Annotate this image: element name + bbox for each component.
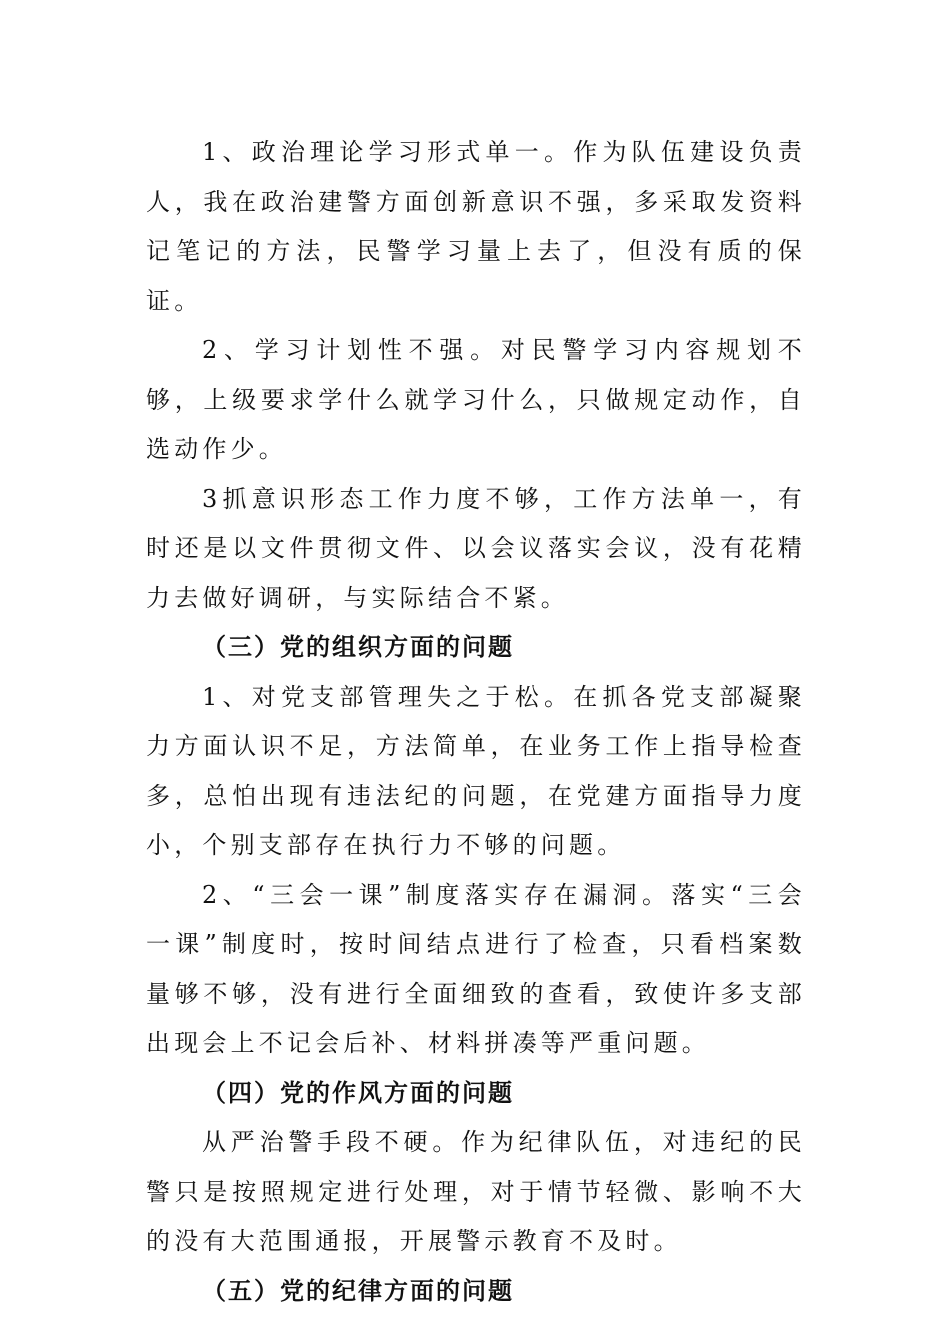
document-body — [146, 128, 806, 1316]
section-heading-discipline: （五）党的纪律方面的问题 — [202, 1276, 514, 1305]
paragraph-ideology-work: 3抓意识形态工作力度不够，工作方法单一，有时还是以文件贯彻文件、以会议落实会议，没有花精力去做好调研，与实际结合不紧。 — [146, 484, 806, 612]
paragraph-three-meetings-system: 2、“三会一课”制度落实存在漏洞。落实“三会一课”制度时，按时间结点进行了检查，只看档案数量够不够，没有进行全面细致的查看，致使许多支部出现会上不记会后补、材料拼凑等严重问题。 — [146, 880, 806, 1057]
paragraph-branch-management: 1、对党支部管理失之于松。在抓各党支部凝聚力方面认识不足，方法简单，在业务工作上指导检查多，总怕出现有违法纪的问题，在党建方面指导力度小，个别支部存在执行力不够的问题。 — [146, 682, 806, 859]
paragraph-study-planning: 2、学习计划性不强。对民警学习内容规划不够，上级要求学什么就学习什么，只做规定动作，自选动作少。 — [146, 336, 806, 463]
section-heading-work-style: （四）党的作风方面的问题 — [202, 1078, 514, 1107]
paragraph-political-study-form: 1、政治理论学习形式单一。作为队伍建设负责人，我在政治建警方面创新意识不强，多采取发资料记笔记的方法，民警学习量上去了，但没有质的保证。 — [146, 138, 806, 315]
section-heading-organization: （三）党的组织方面的问题 — [202, 633, 514, 661]
paragraph-strict-discipline: 从严治警手段不硬。作为纪律队伍，对违纪的民警只是按照规定进行处理，对于情节轻微、影响不大的没有大范围通报，开展警示教育不及时。 — [146, 1128, 806, 1255]
